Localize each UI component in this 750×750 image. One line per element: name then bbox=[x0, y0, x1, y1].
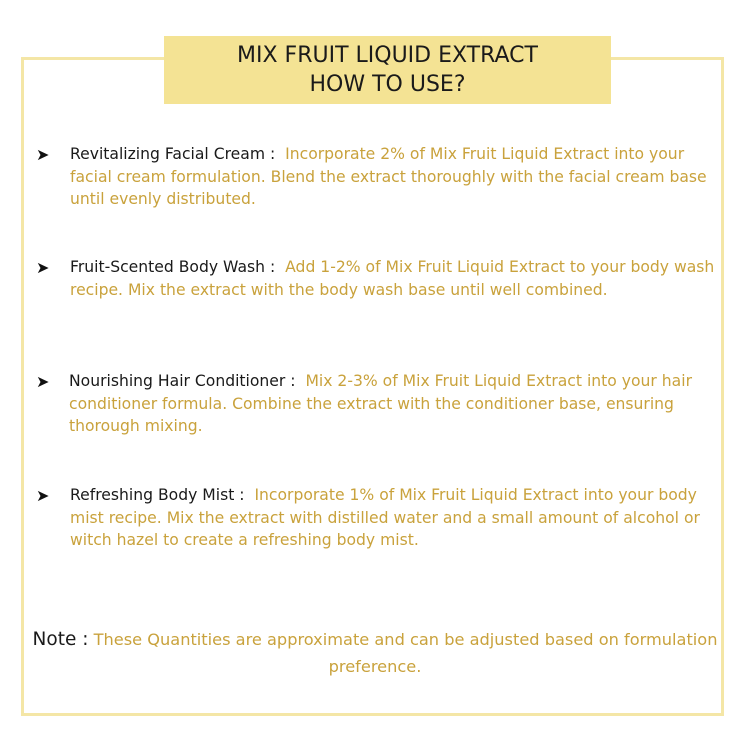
usage-item-description: Incorporate 2% of Mix Fruit Liquid Extract into your facial cream formulation. Blend the extract thoroughly with the facial cream base until evenly distributed. bbox=[70, 145, 707, 208]
arrow-bullet-icon: ➤ bbox=[36, 258, 50, 277]
usage-item-description: Mix 2-3% of Mix Fruit Liquid Extract into your hair conditioner formula. Combine the extract with the conditioner base, ensuring thorough mixing. bbox=[69, 372, 692, 435]
usage-item-text bbox=[69, 370, 726, 438]
title-line-2: HOW TO USE? bbox=[309, 72, 466, 97]
usage-item-body-wash bbox=[36, 256, 726, 301]
usage-item-hair-conditioner bbox=[36, 370, 726, 438]
note bbox=[30, 626, 720, 680]
usage-item-text bbox=[70, 484, 726, 552]
usage-item-body-mist bbox=[36, 484, 726, 552]
usage-item-label: Nourishing Hair Conditioner : bbox=[69, 372, 296, 390]
usage-item-description: Incorporate 1% of Mix Fruit Liquid Extract into your body mist recipe. Mix the extract with distilled water and a small amount of alcohol or witch hazel to create a refreshing body mist. bbox=[70, 486, 700, 549]
title-banner bbox=[164, 36, 611, 104]
usage-item-label: Fruit-Scented Body Wash : bbox=[70, 258, 276, 276]
usage-item-description: Add 1-2% of Mix Fruit Liquid Extract to your body wash recipe. Mix the extract with the body wash base until well combined. bbox=[70, 258, 715, 299]
arrow-bullet-icon: ➤ bbox=[36, 486, 50, 505]
arrow-bullet-icon: ➤ bbox=[36, 372, 50, 391]
arrow-bullet-icon: ➤ bbox=[36, 145, 50, 164]
usage-item-label: Revitalizing Facial Cream : bbox=[70, 145, 276, 163]
usage-item-text bbox=[70, 143, 726, 211]
usage-item-label: Refreshing Body Mist : bbox=[70, 486, 245, 504]
usage-item-text bbox=[70, 256, 726, 301]
note-label: Note : bbox=[32, 629, 89, 650]
title-line-1: MIX FRUIT LIQUID EXTRACT bbox=[237, 43, 538, 68]
usage-item-facial-cream bbox=[36, 143, 726, 211]
note-text: These Quantities are approximate and can be adjusted based on formulation preference. bbox=[93, 630, 718, 676]
